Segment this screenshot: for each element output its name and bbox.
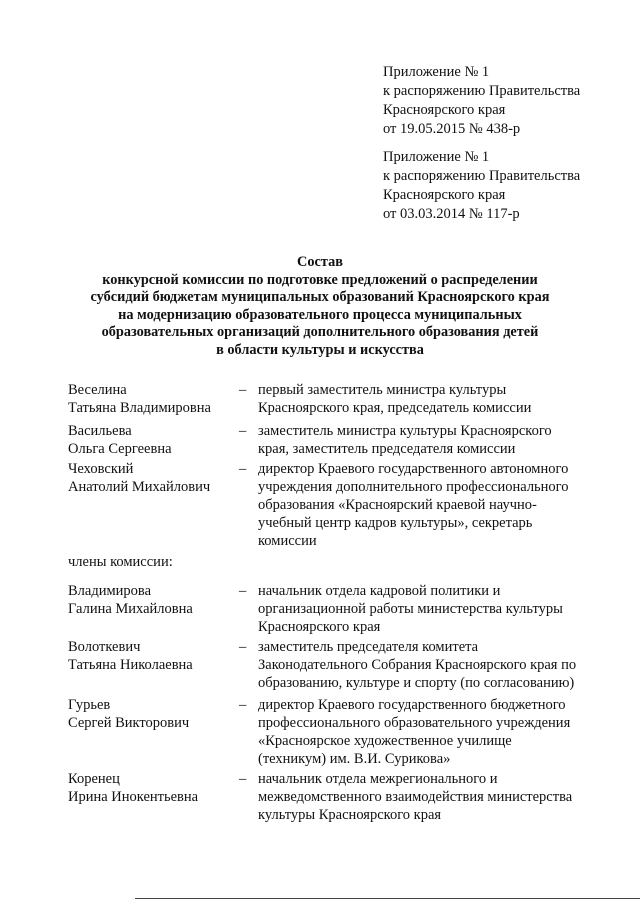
position-line: края, заместитель председателя комиссии <box>258 441 516 457</box>
surname: Владимирова <box>68 583 152 599</box>
member-name <box>68 422 228 458</box>
given-names: Ирина Инокентьевна <box>68 789 199 805</box>
page-bottom-rule <box>135 898 640 899</box>
title-line: в области культуры и искусства <box>216 341 424 358</box>
dash-separator: – <box>239 382 247 398</box>
member-position <box>258 638 603 692</box>
dash-separator: – <box>239 771 247 787</box>
appendix-line: от 03.03.2014 № 117-р <box>383 206 520 222</box>
given-names: Ольга Сергеевна <box>68 441 172 457</box>
position-line: профессионального образовательного учреждения <box>258 715 571 731</box>
position-line: Красноярского края, председатель комиссии <box>258 400 532 416</box>
surname: Васильева <box>68 423 132 439</box>
member-name <box>68 460 228 496</box>
surname: Гурьев <box>68 697 111 713</box>
document-title <box>60 254 580 360</box>
members-label: члены комиссии: <box>68 554 173 570</box>
position-line: комиссии <box>258 533 317 549</box>
appendix-line: Красноярского края <box>383 102 506 118</box>
given-names: Сергей Викторович <box>68 715 190 731</box>
position-line: «Красноярское художественное училище <box>258 733 512 749</box>
member-name <box>68 638 228 674</box>
appendix-line: Красноярского края <box>383 187 506 203</box>
position-line: первый заместитель министра культуры <box>258 382 507 398</box>
position-line: Красноярского края <box>258 619 381 635</box>
member-position <box>258 381 603 417</box>
position-line: учебный центр кадров культуры», секретарь <box>258 515 533 531</box>
member-name <box>68 696 228 732</box>
position-line: учреждения дополнительного профессионального <box>258 479 569 495</box>
surname: Коренец <box>68 771 120 787</box>
title-heading: Состав <box>297 254 343 270</box>
title-line: на модернизацию образовательного процесса муниципальных <box>118 306 522 323</box>
member-name <box>68 770 228 806</box>
position-line: организационной работы министерства культуры <box>258 601 563 617</box>
position-line: директор Краевого государственного бюджетного <box>258 697 566 713</box>
dash-separator: – <box>239 583 247 599</box>
appendix-note-1 <box>383 63 580 139</box>
dash-separator: – <box>239 639 247 655</box>
appendix-line: Приложение № 1 <box>383 149 490 165</box>
title-line: образовательных организаций дополнительного образования детей <box>101 324 539 341</box>
position-line: культуры Красноярского края <box>258 807 442 823</box>
dash-separator: – <box>239 461 247 477</box>
dash-separator: – <box>239 423 247 439</box>
surname: Веселина <box>68 382 127 398</box>
appendix-line: к распоряжению Правительства <box>383 168 581 184</box>
position-line: заместитель министра культуры Красноярского <box>258 423 552 439</box>
position-line: Законодательного Собрания Красноярского края по <box>258 657 577 673</box>
position-line: заместитель председателя комитета <box>258 639 479 655</box>
surname: Чеховский <box>68 461 134 477</box>
member-name <box>68 381 228 417</box>
given-names: Галина Михайловна <box>68 601 193 617</box>
title-line: субсидий бюджетам муниципальных образований Красноярского края <box>90 289 550 306</box>
given-names: Татьяна Николаевна <box>68 657 193 673</box>
title-line: конкурсной комиссии по подготовке предложений о распределении <box>102 271 538 288</box>
given-names: Анатолий Михайлович <box>68 479 211 495</box>
appendix-line: к распоряжению Правительства <box>383 83 581 99</box>
position-line: образования «Красноярский краевой научно- <box>258 497 537 513</box>
member-position <box>258 770 603 824</box>
position-line: межведомственного взаимодействия министерства <box>258 789 573 805</box>
member-position <box>258 422 603 458</box>
dash-separator: – <box>239 697 247 713</box>
member-position <box>258 696 603 768</box>
given-names: Татьяна Владимировна <box>68 400 211 416</box>
position-line: начальник отдела кадровой политики и <box>258 583 501 599</box>
surname: Волоткевич <box>68 639 141 655</box>
appendix-line: от 19.05.2015 № 438-р <box>383 121 521 137</box>
position-line: начальник отдела межрегионального и <box>258 771 498 787</box>
position-line: директор Краевого государственного автономного <box>258 461 569 477</box>
member-name <box>68 582 228 618</box>
appendix-line: Приложение № 1 <box>383 64 490 80</box>
member-position <box>258 460 603 550</box>
appendix-note-2 <box>383 148 580 224</box>
position-line: образованию, культуре и спорту (по согласованию) <box>258 675 575 691</box>
position-line: (техникум) им. В.И. Сурикова» <box>258 751 451 767</box>
member-position <box>258 582 603 636</box>
